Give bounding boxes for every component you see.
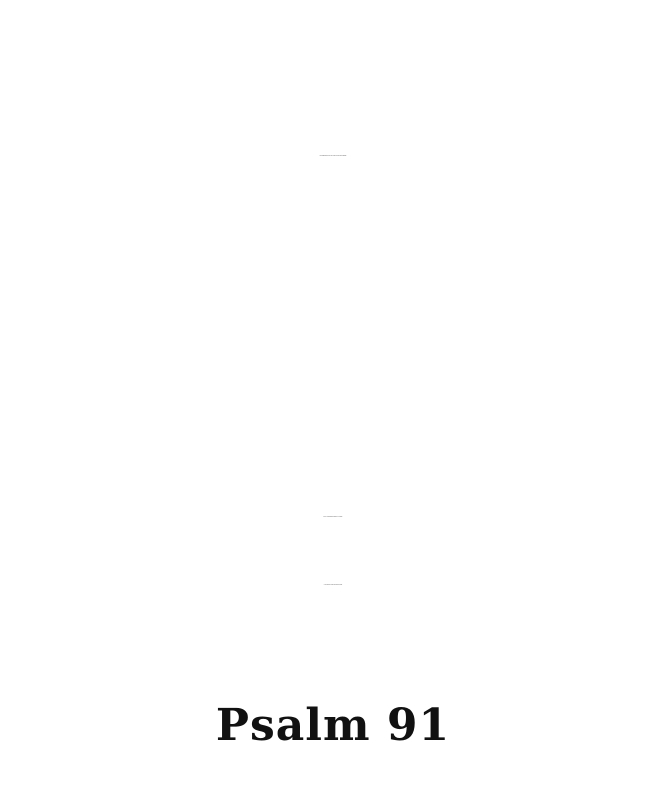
verse-line-10	[0, 317, 666, 350]
verse-line-15	[0, 482, 666, 517]
verse-line-11	[0, 350, 666, 383]
psalm-text	[0, 30, 666, 653]
emphasis-span: acknowledges	[327, 517, 337, 518]
verse-line-17	[0, 552, 666, 585]
verse-line-7	[0, 221, 666, 253]
verse-line-16	[0, 517, 666, 552]
verse-line-5	[0, 156, 666, 188]
text-span: His faithfulness will be your shield and rampart.	[319, 156, 347, 157]
verse-line-4	[0, 125, 666, 156]
verse-line-9	[0, 283, 666, 317]
verse-line-6	[0, 188, 666, 221]
verse-line-13	[0, 417, 666, 449]
text-span: for he	[323, 517, 328, 518]
verse-line-18	[0, 585, 666, 620]
verse-line-19	[0, 620, 666, 653]
psalm-title: Psalm 91	[215, 700, 451, 751]
verse-line-12	[0, 383, 666, 417]
verse-line-8	[0, 253, 666, 283]
text-span: I will deliver him and honor him.	[323, 585, 343, 586]
verse-line-1	[0, 30, 666, 59]
verse-line-2	[0, 59, 666, 92]
verse-line-3	[0, 92, 666, 125]
verse-line-14	[0, 449, 666, 482]
text-span: My name.	[336, 517, 343, 518]
